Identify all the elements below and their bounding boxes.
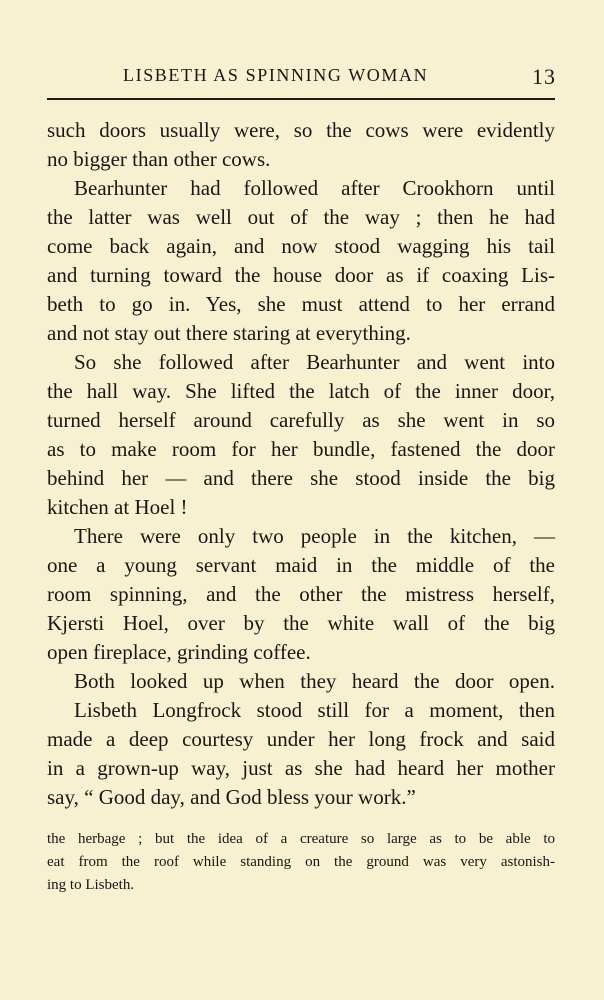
text-line: one a young servant maid in the middle of the	[47, 553, 555, 577]
text-line: beth to go in. Yes, she must attend to her errand	[47, 292, 555, 316]
footnote	[47, 828, 555, 897]
text-line: So she followed after Bearhunter and went into	[74, 350, 555, 374]
text-line: Both looked up when they heard the door open.	[74, 669, 555, 693]
text-line: and not stay out there staring at everything.	[47, 321, 411, 345]
running-head	[0, 60, 604, 92]
text-line: kitchen at Hoel !	[47, 495, 188, 519]
header-rule	[47, 98, 555, 100]
text-line: Kjersti Hoel, over by the white wall of the big	[47, 611, 555, 635]
text-line: as to make room for her bundle, fastened the door	[47, 437, 555, 461]
text-line: the latter was well out of the way ; then he had	[47, 205, 555, 229]
text-line: There were only two people in the kitchen, —	[74, 524, 555, 548]
footnote-line: ing to Lisbeth.	[47, 877, 135, 893]
text-line: say, “ Good day, and God bless your work.”	[47, 785, 416, 809]
text-line: such doors usually were, so the cows were evidently	[47, 118, 555, 142]
text-line: behind her — and there she stood inside the big	[47, 466, 555, 490]
text-line: room spinning, and the other the mistress herself,	[47, 582, 555, 606]
footnote-line: the herbage ; but the idea of a creature so large as to be able to	[47, 831, 555, 847]
text-line: turned herself around carefully as she went in so	[47, 408, 555, 432]
text-line: the hall way. She lifted the latch of the inner door,	[47, 379, 555, 403]
text-line: made a deep courtesy under her long frock and said	[47, 727, 555, 751]
running-title: LISBETH AS SPINNING WOMAN	[123, 65, 429, 85]
text-line: open fireplace, grinding coffee.	[47, 640, 311, 664]
text-line: come back again, and now stood wagging his tail	[47, 234, 555, 258]
text-line: in a grown-up way, just as she had heard her mother	[47, 756, 555, 780]
text-line: Bearhunter had followed after Crookhorn until	[74, 176, 555, 200]
footnote-line: eat from the roof while standing on the ground was very astonish-	[47, 854, 555, 870]
page-number: 13	[532, 64, 556, 89]
text-line: Lisbeth Longfrock stood still for a moment, then	[74, 698, 555, 722]
body-text	[47, 116, 555, 812]
text-line: and turning toward the house door as if coaxing Lis-	[47, 263, 555, 287]
text-line: no bigger than other cows.	[47, 147, 271, 171]
